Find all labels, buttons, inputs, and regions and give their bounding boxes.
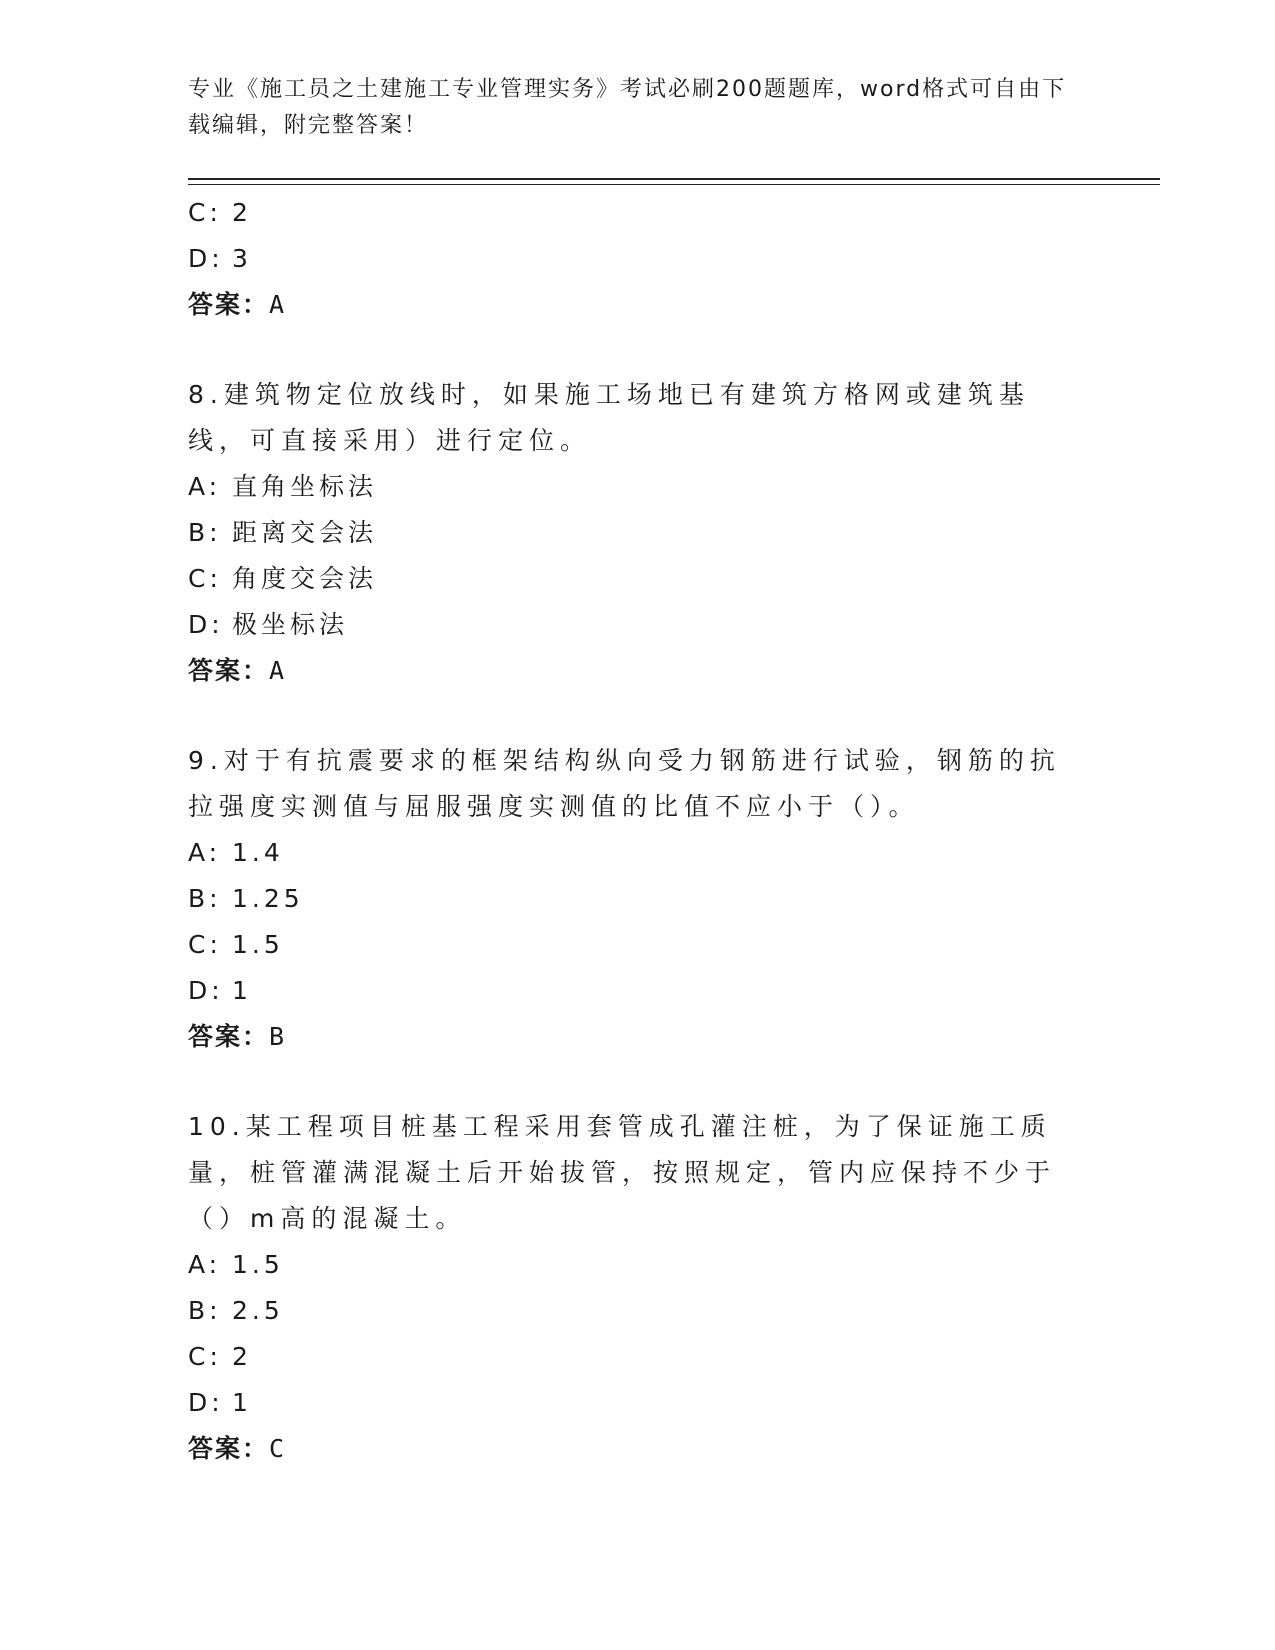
option-label: C:	[188, 564, 222, 593]
header-rule-thin	[188, 184, 1160, 185]
option-text: 1.5	[232, 1250, 284, 1279]
answer-label: 答案：	[188, 1434, 270, 1463]
option-text: 1.4	[232, 838, 284, 867]
option-text: 2.5	[232, 1296, 284, 1325]
option-label: B:	[188, 1296, 222, 1325]
answer-value: C	[269, 1434, 287, 1463]
answer-label: 答案：	[188, 656, 270, 685]
option-text: 直角坐标法	[232, 472, 378, 501]
document-header-title: 专业《施工员之土建施工专业管理实务》考试必刷200题题库，word格式可自由下载编辑，附完整答案！	[188, 77, 1067, 138]
option-label: C:	[188, 930, 222, 959]
option-c	[188, 556, 1088, 602]
answer-line	[188, 1014, 1088, 1060]
option-text: 1	[232, 1388, 252, 1417]
option-text: 1	[232, 976, 252, 1005]
question-text: 8.建筑物定位放线时，如果施工场地已有建筑方格网或建筑基线，可直接采用）进行定位。	[188, 380, 1030, 455]
option-a	[188, 1242, 1088, 1288]
option-b	[188, 510, 1088, 556]
option-label: D:	[188, 976, 224, 1005]
option-label: D:	[188, 244, 224, 273]
option-label: A:	[188, 472, 222, 501]
option-text: 2	[232, 1342, 252, 1371]
answer-value: A	[269, 290, 287, 319]
option-a	[188, 830, 1088, 876]
option-c	[188, 1334, 1088, 1380]
option-text: 距离交会法	[232, 518, 378, 547]
answer-label: 答案：	[188, 290, 270, 319]
option-b	[188, 876, 1088, 922]
option-c	[188, 190, 1088, 236]
question-text: 10.某工程项目桩基工程采用套管成孔灌注桩，为了保证施工质量，桩管灌满混凝土后开始拔管，按照规定，管内应保持不少于（）m高的混凝土。	[188, 1112, 1057, 1233]
option-label: D:	[188, 610, 224, 639]
option-label: B:	[188, 518, 222, 547]
option-d	[188, 602, 1088, 648]
answer-value: B	[269, 1022, 287, 1051]
option-text: 1.5	[232, 930, 284, 959]
option-label: C:	[188, 198, 222, 227]
option-text: 3	[232, 244, 252, 273]
answer-value: A	[269, 656, 287, 685]
option-label: B:	[188, 884, 222, 913]
option-label: A:	[188, 1250, 222, 1279]
option-d	[188, 1380, 1088, 1426]
option-text: 2	[232, 198, 252, 227]
question-content	[188, 190, 1088, 1472]
option-d	[188, 236, 1088, 282]
option-text: 角度交会法	[232, 564, 378, 593]
option-a	[188, 464, 1088, 510]
option-c	[188, 922, 1088, 968]
answer-line	[188, 282, 1088, 328]
option-b	[188, 1288, 1088, 1334]
option-label: D:	[188, 1388, 224, 1417]
option-text: 1.25	[232, 884, 304, 913]
question-text: 9.对于有抗震要求的框架结构纵向受力钢筋进行试验，钢筋的抗拉强度实测值与屈服强度实测值的比值不应小于（）。	[188, 746, 1061, 821]
answer-line	[188, 1426, 1088, 1472]
answer-line	[188, 648, 1088, 694]
option-label: A:	[188, 838, 222, 867]
answer-label: 答案：	[188, 1022, 270, 1051]
header-rule-thick	[188, 178, 1160, 180]
option-label: C:	[188, 1342, 222, 1371]
option-text: 极坐标法	[232, 610, 349, 639]
option-d	[188, 968, 1088, 1014]
